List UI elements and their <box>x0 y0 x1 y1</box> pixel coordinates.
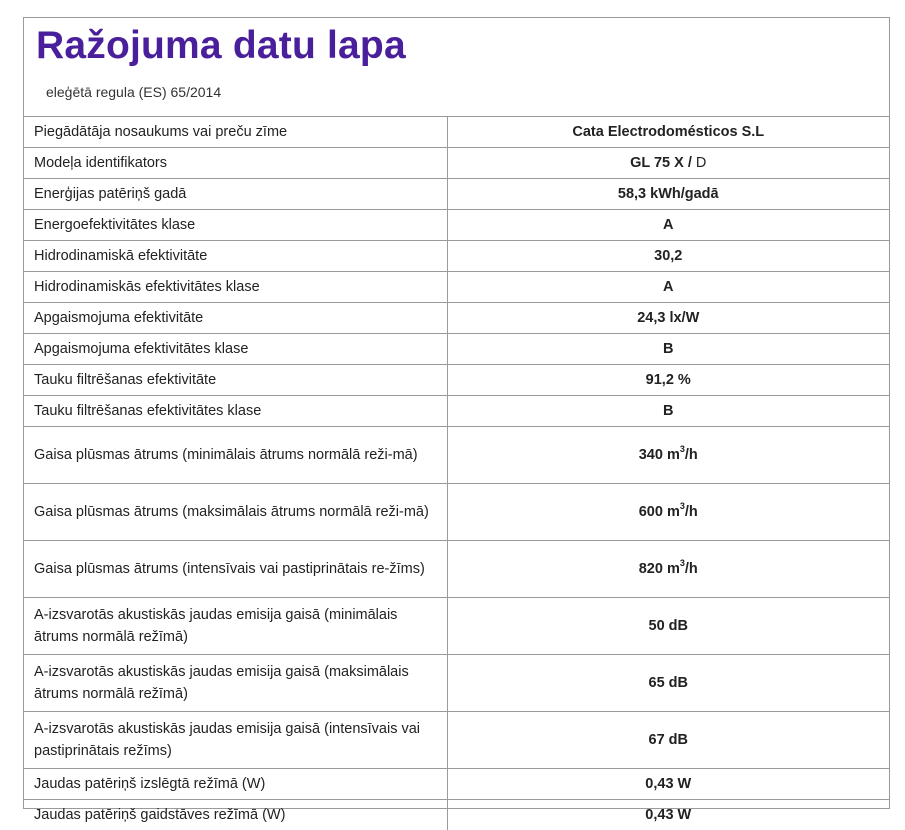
model-id-bold: GL 75 X / <box>630 155 692 171</box>
row-value: 30,2 <box>447 241 889 272</box>
page-title: Ražojuma datu lapa <box>36 22 406 70</box>
table-row <box>24 303 889 334</box>
row-label: Tauku filtrēšanas efektivitāte <box>24 365 447 396</box>
airflow-exponent: 3 <box>680 558 685 568</box>
row-label: Tauku filtrēšanas efektivitātes klase <box>24 396 447 427</box>
row-label: Jaudas patēriņš izslēgtā režīmā (W) <box>24 769 447 800</box>
airflow-exponent: 3 <box>680 501 685 511</box>
row-value: B <box>447 396 889 427</box>
row-value <box>447 484 889 541</box>
specs-table <box>24 117 889 830</box>
row-label: Apgaismojuma efektivitāte <box>24 303 447 334</box>
row-value: 58,3 kWh/gadā <box>447 179 889 210</box>
row-value: 67 dB <box>447 712 889 769</box>
row-value <box>447 541 889 598</box>
regulation-subtitle: eleģētā regula (ES) 65/2014 <box>46 84 221 100</box>
row-value: Cata Electrodomésticos S.L <box>447 117 889 148</box>
table-row <box>24 117 889 148</box>
table-row <box>24 241 889 272</box>
table-row <box>24 272 889 303</box>
table-row <box>24 427 889 484</box>
table-row <box>24 365 889 396</box>
airflow-unit: /h <box>685 561 698 577</box>
row-label: Gaisa plūsmas ātrums (minimālais ātrums normālā reži-mā) <box>24 427 447 484</box>
row-value: A <box>447 272 889 303</box>
table-row <box>24 179 889 210</box>
table-row <box>24 484 889 541</box>
airflow-number: 820 m <box>639 561 680 577</box>
row-label: Piegādātāja nosaukums vai preču zīme <box>24 117 447 148</box>
table-row <box>24 148 889 179</box>
row-label: Gaisa plūsmas ātrums (maksimālais ātrums normālā reži-mā) <box>24 484 447 541</box>
row-value: 0,43 W <box>447 769 889 800</box>
table-row <box>24 800 889 830</box>
row-label: Hidrodinamiskās efektivitātes klase <box>24 272 447 303</box>
row-label: Enerģijas patēriņš gadā <box>24 179 447 210</box>
row-value: 65 dB <box>447 655 889 712</box>
row-value: 50 dB <box>447 598 889 655</box>
airflow-exponent: 3 <box>680 444 685 454</box>
row-value: A <box>447 210 889 241</box>
table-row <box>24 396 889 427</box>
airflow-number: 340 m <box>639 447 680 463</box>
row-label: Jaudas patēriņš gaidstāves režīmā (W) <box>24 800 447 830</box>
airflow-number: 600 m <box>639 504 680 520</box>
row-value: B <box>447 334 889 365</box>
product-data-sheet <box>23 17 890 809</box>
row-label: Modeļa identifikators <box>24 148 447 179</box>
table-row <box>24 655 889 712</box>
table-row <box>24 210 889 241</box>
table-row <box>24 598 889 655</box>
row-value <box>447 427 889 484</box>
row-label: A-izsvarotās akustiskās jaudas emisija gaisā (intensīvais vai pastiprinātais režīms) <box>24 712 447 769</box>
row-value: 0,43 W <box>447 800 889 830</box>
row-label: Energoefektivitātes klase <box>24 210 447 241</box>
row-label: A-izsvarotās akustiskās jaudas emisija gaisā (minimālais ātrums normālā režīmā) <box>24 598 447 655</box>
row-label: Gaisa plūsmas ātrums (intensīvais vai pastiprinātais re-žīms) <box>24 541 447 598</box>
table-row <box>24 541 889 598</box>
row-label: A-izsvarotās akustiskās jaudas emisija gaisā (maksimālais ātrums normālā režīmā) <box>24 655 447 712</box>
row-value: 91,2 % <box>447 365 889 396</box>
table-row <box>24 769 889 800</box>
row-label: Apgaismojuma efektivitātes klase <box>24 334 447 365</box>
row-value <box>447 148 889 179</box>
table-row <box>24 712 889 769</box>
airflow-unit: /h <box>685 504 698 520</box>
row-label: Hidrodinamiskā efektivitāte <box>24 241 447 272</box>
airflow-unit: /h <box>685 447 698 463</box>
row-value: 24,3 lx/W <box>447 303 889 334</box>
table-row <box>24 334 889 365</box>
model-id-suffix: D <box>692 155 707 171</box>
sheet-header <box>24 18 889 117</box>
